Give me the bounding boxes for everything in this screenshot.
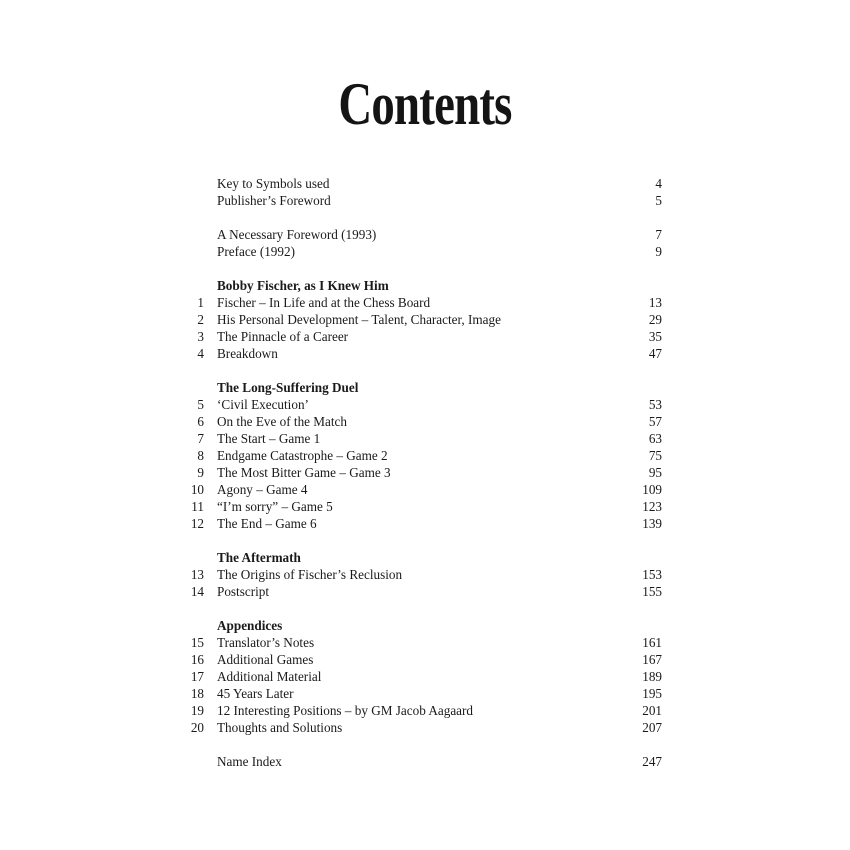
chapter-number: 1	[197, 295, 204, 310]
chapter-page: 195	[642, 686, 662, 701]
toc-chapter	[180, 345, 662, 362]
section-heading	[180, 549, 662, 566]
chapter-number: 13	[190, 567, 204, 582]
table-of-contents	[180, 175, 662, 770]
chapter-page: 13	[648, 295, 662, 310]
chapter-title: ‘Civil Execution’	[217, 397, 309, 412]
chapter-title: Breakdown	[217, 346, 278, 361]
section-heading-label: Appendices	[217, 618, 283, 633]
chapter-number: 9	[197, 465, 204, 480]
chapter-title: Postscript	[217, 584, 270, 599]
toc-chapter	[180, 396, 662, 413]
toc-chapter	[180, 311, 662, 328]
toc-entry	[180, 753, 662, 770]
chapter-page: 35	[648, 329, 662, 344]
chapter-page: 29	[648, 312, 662, 327]
toc-chapter	[180, 413, 662, 430]
toc-entry	[180, 192, 662, 209]
section-heading-label: Bobby Fischer, as I Knew Him	[217, 278, 389, 293]
chapter-number: 15	[190, 635, 204, 650]
chapter-page: 155	[642, 584, 662, 599]
toc-chapter	[180, 464, 662, 481]
chapter-page: 161	[642, 635, 662, 650]
chapter-title: 45 Years Later	[217, 686, 294, 701]
toc-chapter	[180, 481, 662, 498]
toc-chapter	[180, 515, 662, 532]
chapter-page: 95	[648, 465, 662, 480]
toc-chapter	[180, 634, 662, 651]
chapter-number: 14	[190, 584, 204, 599]
toc-entry	[180, 243, 662, 260]
chapter-page: 109	[642, 482, 662, 497]
chapter-page: 167	[642, 652, 662, 667]
chapter-title: The Most Bitter Game – Game 3	[217, 465, 391, 480]
toc-chapter	[180, 702, 662, 719]
chapter-title: The End – Game 6	[217, 516, 317, 531]
chapter-number: 18	[190, 686, 204, 701]
chapter-page: 47	[648, 346, 662, 361]
chapter-number: 10	[190, 482, 204, 497]
chapter-number: 20	[190, 720, 204, 735]
chapter-title: Fischer – In Life and at the Chess Board	[217, 295, 431, 310]
chapter-title: The Pinnacle of a Career	[217, 329, 349, 344]
toc-chapter	[180, 685, 662, 702]
chapter-page: 57	[648, 414, 662, 429]
section-heading-label: The Aftermath	[217, 550, 301, 565]
toc-chapter	[180, 498, 662, 515]
chapter-title: 12 Interesting Positions – by GM Jacob Aagaard	[217, 703, 474, 718]
toc-chapter	[180, 430, 662, 447]
section-heading	[180, 379, 662, 396]
toc-entry	[180, 226, 662, 243]
toc-entry-page: 7	[655, 227, 662, 242]
toc-entry-label: Preface (1992)	[217, 244, 295, 259]
chapter-title: On the Eve of the Match	[217, 414, 348, 429]
chapter-number: 4	[197, 346, 204, 361]
toc-entry-label: Key to Symbols used	[217, 176, 330, 191]
chapter-title: Endgame Catastrophe – Game 2	[217, 448, 388, 463]
chapter-title: Translator’s Notes	[217, 635, 315, 650]
chapter-page: 63	[648, 431, 662, 446]
toc-chapter	[180, 447, 662, 464]
toc-chapter	[180, 566, 662, 583]
chapter-number: 16	[190, 652, 204, 667]
chapter-number: 8	[197, 448, 204, 463]
chapter-page: 139	[642, 516, 662, 531]
chapter-title: Thoughts and Solutions	[217, 720, 343, 735]
toc-entry-page: 5	[655, 193, 662, 208]
page-title: Contents	[338, 71, 512, 137]
chapter-page: 153	[642, 567, 662, 582]
toc-chapter	[180, 668, 662, 685]
chapter-page: 189	[642, 669, 662, 684]
toc-entry-page: 4	[655, 176, 662, 191]
chapter-title: Additional Games	[217, 652, 314, 667]
toc-chapter	[180, 651, 662, 668]
chapter-title: “I’m sorry” – Game 5	[217, 499, 333, 514]
toc-entry-label: Publisher’s Foreword	[217, 193, 331, 208]
section-heading	[180, 277, 662, 294]
chapter-page: 201	[642, 703, 662, 718]
toc-chapter	[180, 583, 662, 600]
chapter-page: 123	[642, 499, 662, 514]
chapter-number: 12	[190, 516, 204, 531]
chapter-number: 5	[197, 397, 204, 412]
chapter-number: 6	[197, 414, 204, 429]
section-heading	[180, 617, 662, 634]
toc-chapter	[180, 328, 662, 345]
chapter-number: 2	[197, 312, 204, 327]
chapter-title: His Personal Development – Talent, Character, Image	[217, 312, 501, 327]
chapter-number: 17	[190, 669, 204, 684]
chapter-number: 19	[190, 703, 204, 718]
section-heading-label: The Long-Suffering Duel	[217, 380, 359, 395]
toc-chapter	[180, 294, 662, 311]
chapter-page: 207	[642, 720, 662, 735]
toc-entry	[180, 175, 662, 192]
chapter-number: 3	[197, 329, 204, 344]
chapter-title: The Start – Game 1	[217, 431, 321, 446]
chapter-number: 7	[197, 431, 204, 446]
chapter-number: 11	[191, 499, 204, 514]
chapter-title: Agony – Game 4	[217, 482, 308, 497]
toc-chapter	[180, 719, 662, 736]
chapter-title: The Origins of Fischer’s Reclusion	[217, 567, 403, 582]
toc-entry-page: 9	[655, 244, 662, 259]
chapter-title: Additional Material	[217, 669, 322, 684]
chapter-page: 75	[648, 448, 662, 463]
chapter-page: 53	[648, 397, 662, 412]
toc-entry-page: 247	[642, 754, 662, 769]
toc-entry-label: A Necessary Foreword (1993)	[217, 227, 377, 242]
toc-entry-label: Name Index	[217, 754, 282, 769]
